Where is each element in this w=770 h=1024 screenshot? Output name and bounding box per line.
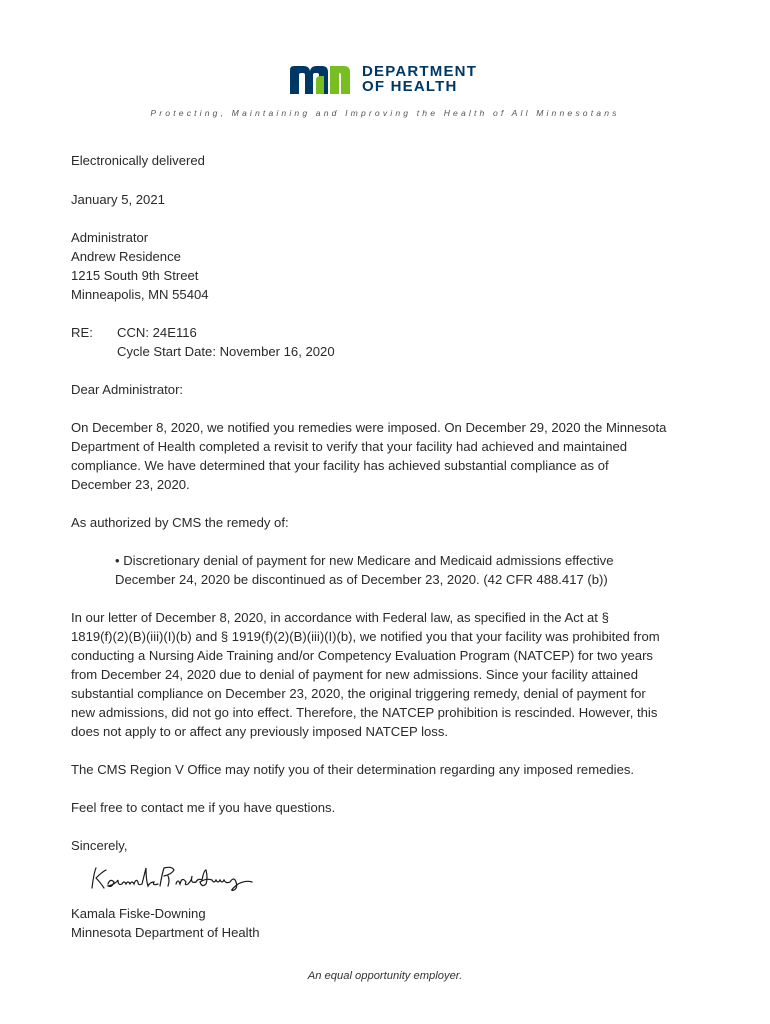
logo-line-2: OF HEALTH xyxy=(362,78,458,95)
paragraph-line: Department of Health completed a revisit to verify that your facility had achieved and maintained xyxy=(71,439,628,454)
address-line-4: Minneapolis, MN 55404 xyxy=(71,287,209,302)
address-line-2: Andrew Residence xyxy=(71,249,181,264)
paragraph-line: conducting a Nursing Aide Training and/or Competency Evaluation Program (NATCEP) for two years xyxy=(71,648,653,663)
letter-date: January 5, 2021 xyxy=(71,192,165,207)
logo-line-1: DEPARTMENT xyxy=(362,63,478,80)
signer-organization: Minnesota Department of Health xyxy=(71,925,260,940)
paragraph-5: Feel free to contact me if you have questions. xyxy=(71,800,336,815)
paragraph-line: from December 24, 2020 due to denial of payment for new admissions. Since your facility attained xyxy=(71,667,638,682)
paragraph-line: substantial compliance on December 23, 2020, the original triggering remedy, denial of payment for xyxy=(71,686,646,701)
mn-logo-icon xyxy=(288,64,352,94)
paragraph-3 xyxy=(71,608,707,741)
paragraph-line: 1819(f)(2)(B)(iii)(I)(b) and § 1919(f)(2)(B)(iii)(I)(b), we notified you that your facility was prohibited from xyxy=(71,629,660,644)
logo-wordmark xyxy=(362,64,477,94)
re-cycle-date: Cycle Start Date: November 16, 2020 xyxy=(117,344,335,359)
footer-eeo: An equal opportunity employer. xyxy=(307,970,463,982)
paragraph-line: new admissions, did not go into effect. Therefore, the NATCEP prohibition is rescinded. However, this xyxy=(71,705,658,720)
tagline: Protecting, Maintaining and Improving the Health of All Minnesotans xyxy=(150,108,620,118)
handwritten-signature xyxy=(88,862,268,899)
paragraph-line: does not apply to or affect any previously imposed NATCEP loss. xyxy=(71,724,449,739)
bullet-line: • Discretionary denial of payment for new Medicare and Medicaid admissions effective xyxy=(115,553,614,568)
paragraph-line: compliance. We have determined that your facility has achieved substantial compliance as of xyxy=(71,458,609,473)
re-ccn: CCN: 24E116 xyxy=(117,325,197,340)
mdh-logo xyxy=(288,62,477,96)
signer-name: Kamala Fiske-Downing xyxy=(71,906,206,921)
paragraph-1 xyxy=(71,418,707,494)
delivery-method: Electronically delivered xyxy=(71,153,205,168)
paragraph-line: On December 8, 2020, we notified you remedies were imposed. On December 29, 2020 the Minnesota xyxy=(71,420,667,435)
paragraph-2: As authorized by CMS the remedy of: xyxy=(71,515,289,530)
remedy-bullet xyxy=(115,551,715,589)
closing: Sincerely, xyxy=(71,838,128,853)
re-label: RE: xyxy=(71,325,93,340)
salutation: Dear Administrator: xyxy=(71,382,184,397)
address-line-3: 1215 South 9th Street xyxy=(71,268,199,283)
address-line-1: Administrator xyxy=(71,230,149,245)
paragraph-line: In our letter of December 8, 2020, in accordance with Federal law, as specified in the Act at § xyxy=(71,610,609,625)
paragraph-line: December 23, 2020. xyxy=(71,477,190,492)
bullet-line: December 24, 2020 be discontinued as of December 23, 2020. (42 CFR 488.417 (b)) xyxy=(115,572,608,587)
paragraph-4: The CMS Region V Office may notify you of their determination regarding any imposed remedies. xyxy=(71,762,635,777)
